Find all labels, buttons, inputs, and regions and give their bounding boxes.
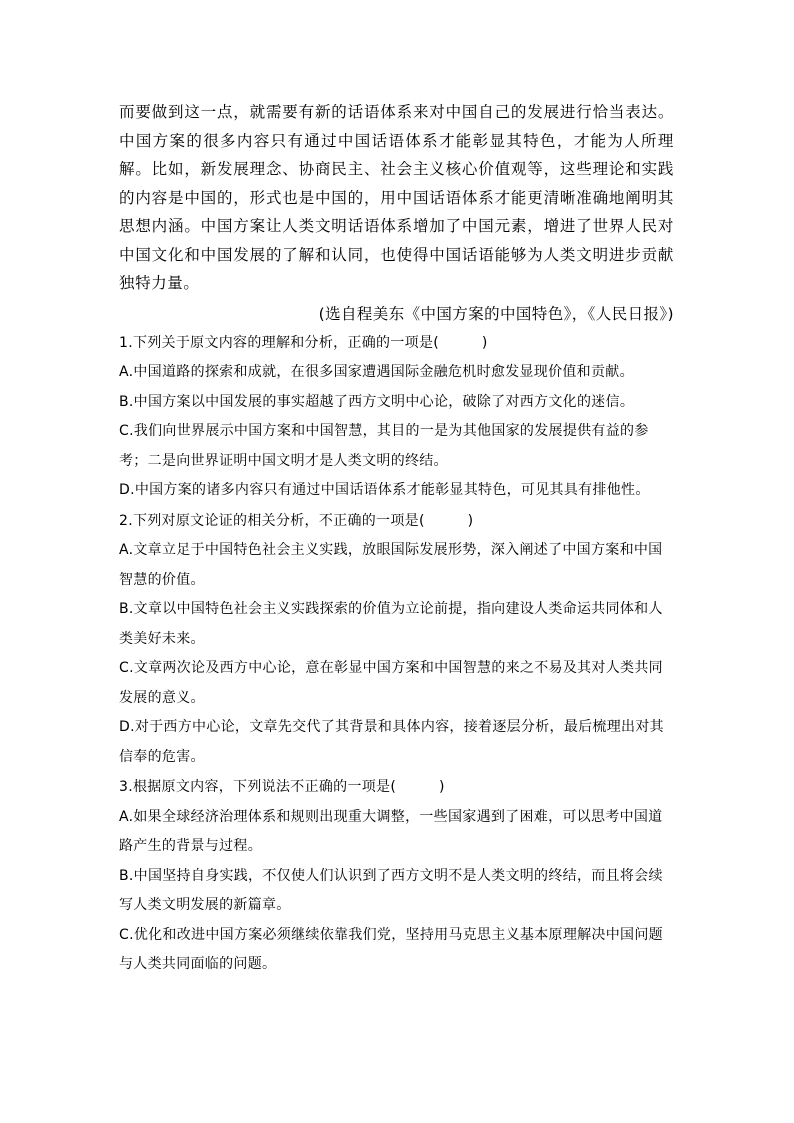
question-stem: 2.下列对原文论证的相关分析，不正确的一项是( ) (119, 512, 474, 529)
option-b: B.中国坚持自身实践，不仅使人们认识到了西方文明不是人类文明的终结，而且将会续写人类文明发展的新篇章。 (119, 867, 663, 913)
option-b: B.文章以中国特色社会主义实践探索的价值为立论前提，指向建设人类命运共同体和人类美好未来。 (119, 601, 663, 647)
option-b: B.中国方案以中国发展的事实超越了西方文明中心论，破除了对西方文化的迷信。 (119, 393, 635, 410)
document-page (119, 98, 674, 980)
option-c: C.文章两次论及西方中心论，意在彰显中国方案和中国智慧的来之不易及其对人类共同发展的意义。 (119, 660, 663, 706)
option-c: C.优化和改进中国方案必须继续依靠我们党，坚持用马克思主义基本原理解决中国问题与人类共同面临的问题。 (119, 926, 663, 972)
question-stem: 3.根据原文内容，下列说法不正确的一项是( ) (119, 779, 445, 795)
question-3 (119, 773, 674, 980)
option-c: C.我们向世界展示中国方案和中国智慧，其目的一是为其他国家的发展提供有益的参考；二是向世界证明中国文明才是人类文明的终结。 (119, 423, 649, 469)
option-d: D.对于西方中心论，文章先交代了其背景和具体内容，接着逐层分析，最后梳理出对其信奉的危害。 (119, 719, 664, 765)
option-d: D.中国方案的诸多内容只有通过中国话语体系才能彰显其特色，可见其具有排他性。 (119, 482, 650, 498)
option-a: A.文章立足于中国特色社会主义实践，放眼国际发展形势，深入阐述了中国方案和中国智慧的价值。 (119, 542, 663, 588)
option-a: A.如果全球经济治理体系和规则出现重大调整，一些国家遇到了困难，可以思考中国道路产生的背景与过程。 (119, 808, 663, 854)
question-1 (119, 329, 674, 506)
passage-paragraph: 而要做到这一点，就需要有新的话语体系来对中国自己的发展进行恰当表达。中国方案的很多内容只有通过中国话语体系才能彰显其特色，才能为人所理解。比如，新发展理念、协商民主、社会主义核心价值观等，这些理论和实践的内容是中国的，形式也是中国的，用中国话语体系才能更清晰准确地阐明其思想内涵。中国方案让人类文明话语体系增加了中国元素，增进了世界人民对中国文化和中国发展的了解和认同，也使得中国话语能够为人类文明进步贡献独特力量。 (119, 103, 674, 292)
passage-source: (选自程美东《中国方案的中国特色》，《人民日报》) (318, 304, 674, 323)
option-a: A.中国道路的探索和成就，在很多国家遭遇国际金融危机时愈发显现价值和贡献。 (119, 364, 634, 380)
question-2 (119, 507, 674, 773)
question-stem: 1.下列关于原文内容的理解和分析，正确的一项是( ) (119, 334, 488, 351)
